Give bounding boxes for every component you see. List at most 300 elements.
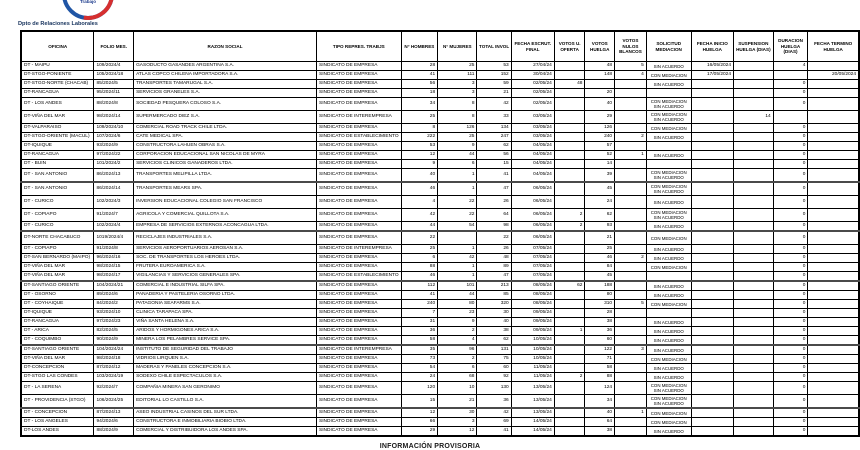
cell-votos_nulos: 4	[615, 71, 647, 80]
cell-mediacion: SIN ACUERDO	[646, 222, 691, 232]
cell-hombres: 34	[401, 98, 438, 111]
cell-folio: 107/2024/6	[94, 133, 134, 142]
cell-hombres: 66	[401, 418, 438, 427]
cell-votos_oferta	[554, 263, 585, 272]
cell-razon: RECICLAJES INDUSTRIALES S.A.	[134, 231, 317, 245]
cell-razon: SUPERMERCADO DIEZ S.A.	[134, 111, 317, 124]
table-row	[21, 80, 859, 89]
cell-votos_huelga: 46	[585, 254, 615, 263]
cell-folio: 86/2024/13	[94, 169, 134, 183]
cell-hombres: 120	[401, 382, 438, 395]
cell-duracion: 0	[773, 142, 808, 151]
cell-fecha_inicio	[691, 209, 733, 222]
cell-mediacion: CON MEDIACION SIN ACUERDO	[646, 169, 691, 183]
table-row	[21, 160, 859, 169]
cell-suspension	[734, 318, 774, 327]
cell-votos_huelga: 25	[585, 245, 615, 254]
cell-mediacion	[646, 142, 691, 151]
cell-tipo: SINDICATO DE EMPRESA	[317, 89, 402, 98]
cell-fecha_escrut: 10/05/24	[511, 355, 554, 364]
cell-razon: VIDRIOS LIRQUEN S.A.	[134, 355, 317, 364]
cell-razon: SERVICIOS CLINICOS GANADEROS LTDA.	[134, 160, 317, 169]
cell-votos_nulos	[615, 160, 647, 169]
cell-folio: 101/2024/2	[94, 160, 134, 169]
cell-duracion: 0	[773, 169, 808, 183]
cell-oficina: DT - MAIPU	[21, 62, 94, 71]
cell-fecha_escrut: 11/05/24	[511, 373, 554, 382]
cell-votos_nulos	[615, 169, 647, 183]
cell-mujeres: 1	[438, 169, 477, 183]
cell-votos_nulos: 5	[615, 62, 647, 71]
cell-votos_nulos	[615, 272, 647, 282]
cell-total: 213	[477, 281, 511, 291]
cell-fecha_escrut: 08/05/24	[511, 291, 554, 300]
cell-fecha_termino	[808, 373, 859, 382]
cell-votos_huelga: 45	[585, 182, 615, 196]
cell-votos_oferta: 1	[554, 327, 585, 336]
cell-votos_huelga: 60	[585, 336, 615, 346]
cell-votos_nulos: 2	[615, 133, 647, 142]
cell-oficina: DT-VIÑA DEL MAR	[21, 263, 94, 272]
cell-total: 41	[477, 427, 511, 437]
cell-votos_oferta: 48	[554, 80, 585, 89]
cell-razon: ASEO INDUSTRIAL CASINOS DEL SUR LTDA.	[134, 408, 317, 418]
table-row	[21, 291, 859, 300]
cell-total: 60	[477, 364, 511, 373]
cell-hombres: 24	[401, 373, 438, 382]
cell-hombres: 29	[401, 427, 438, 437]
cell-suspension	[734, 160, 774, 169]
cell-razon: CATE MEDICAL SPA.	[134, 133, 317, 142]
table-row	[21, 364, 859, 373]
table-row	[21, 254, 859, 263]
cell-mujeres: 4	[438, 336, 477, 346]
cell-fecha_inicio	[691, 364, 733, 373]
cell-votos_oferta	[554, 71, 585, 80]
cell-folio: 102/2024/3	[94, 196, 134, 209]
cell-folio: 86/2024/14	[94, 182, 134, 196]
table-row	[21, 231, 859, 245]
cell-votos_huelga: 84	[585, 263, 615, 272]
page-title: Dpto de Relaciones Laborales	[18, 21, 98, 27]
cell-tipo: SINDICATO DE EMPRESA	[317, 382, 402, 395]
cell-fecha_termino	[808, 196, 859, 209]
cell-mediacion: CON MEDIACION	[646, 418, 691, 427]
cell-fecha_termino	[808, 254, 859, 263]
cell-tipo: SINDICATO DE EMPRESA	[317, 124, 402, 133]
cell-mujeres: 54	[438, 222, 477, 232]
cell-duracion	[773, 111, 808, 124]
cell-tipo: SINDICATO DE EMPRESA	[317, 281, 402, 291]
cell-suspension	[734, 231, 774, 245]
col-header-fecha_escrut: FECHA ESCRUT. FINAL	[511, 31, 554, 62]
table-row	[21, 98, 859, 111]
cell-folio: 98/2024/17	[94, 272, 134, 282]
cell-razon: COMPAÑIA MINERA SAN GERONIMO	[134, 382, 317, 395]
cell-fecha_termino	[808, 418, 859, 427]
cell-mediacion: SIN ACUERDO	[646, 327, 691, 336]
cell-suspension	[734, 309, 774, 318]
cell-tipo: SINDICATO DE EMPRESA	[317, 151, 402, 160]
cell-duracion: 0	[773, 209, 808, 222]
table-row	[21, 318, 859, 327]
cell-folio: 102/2024/4	[94, 222, 134, 232]
cell-folio: 87/2024/13	[94, 408, 134, 418]
cell-tipo: SINDICATO DE EMPRESA	[317, 182, 402, 196]
cell-total: 42	[477, 408, 511, 418]
cell-fecha_escrut: 04/05/24	[511, 151, 554, 160]
cell-total: 36	[477, 395, 511, 409]
huelgas-table-wrapper	[20, 30, 860, 437]
cell-fecha_inicio	[691, 427, 733, 437]
cell-hombres: 9	[401, 160, 438, 169]
cell-suspension	[734, 263, 774, 272]
col-header-folio: FOLIO MES.	[94, 31, 134, 62]
cell-fecha_termino	[808, 182, 859, 196]
cell-votos_nulos	[615, 336, 647, 346]
table-row	[21, 427, 859, 437]
cell-votos_huelga: 64	[585, 418, 615, 427]
cell-votos_nulos	[615, 318, 647, 327]
cell-total: 131	[477, 345, 511, 355]
cell-votos_oferta	[554, 62, 585, 71]
table-row	[21, 62, 859, 71]
cell-hombres: 42	[401, 209, 438, 222]
cell-mediacion: SIN ACUERDO	[646, 62, 691, 71]
cell-fecha_termino	[808, 80, 859, 89]
cell-folio: 95/2024/11	[94, 89, 134, 98]
cell-razon: ARIDOS Y HORMIGONES ARICA S.A.	[134, 327, 317, 336]
cell-oficina: DT-RANCAGUA	[21, 318, 94, 327]
cell-suspension	[734, 427, 774, 437]
cell-votos_huelga: 38	[585, 427, 615, 437]
cell-tipo: SINDICATO DE EMPRESA	[317, 300, 402, 309]
cell-mediacion: SIN ACUERDO	[646, 133, 691, 142]
cell-folio: 109/2024/4	[94, 62, 134, 71]
cell-razon: TRANSPORTES TAMARUGAL S.A.	[134, 80, 317, 89]
cell-fecha_inicio	[691, 281, 733, 291]
cell-fecha_inicio	[691, 111, 733, 124]
cell-votos_nulos	[615, 245, 647, 254]
table-row	[21, 89, 859, 98]
cell-duracion: 0	[773, 336, 808, 346]
cell-votos_huelga: 45	[585, 272, 615, 282]
cell-mujeres: 2	[438, 327, 477, 336]
cell-fecha_escrut: 04/05/24	[511, 160, 554, 169]
cell-votos_oferta	[554, 196, 585, 209]
cell-tipo: SINDICATO DE EMPRESA	[317, 160, 402, 169]
cell-oficina: DT-RANCAGUA	[21, 151, 94, 160]
cell-tipo: SINDICATO DE INTEREMPRESA	[317, 111, 402, 124]
cell-oficina: DT-STGO-PONIENTE	[21, 71, 94, 80]
cell-votos_oferta: 2	[554, 209, 585, 222]
cell-razon: CONSTRUCTORA LAHUEN OBRAS S.A.	[134, 142, 317, 151]
cell-suspension	[734, 336, 774, 346]
cell-votos_huelga: 71	[585, 355, 615, 364]
table-row	[21, 418, 859, 427]
cell-fecha_inicio	[691, 291, 733, 300]
cell-total: 152	[477, 71, 511, 80]
cell-oficina: DT-VIÑA DEL MAR	[21, 355, 94, 364]
cell-fecha_inicio	[691, 373, 733, 382]
cell-hombres: 25	[401, 245, 438, 254]
cell-folio: 104/2024/21	[94, 281, 134, 291]
cell-fecha_escrut: 09/05/24	[511, 309, 554, 318]
cell-fecha_inicio	[691, 336, 733, 346]
cell-oficina: DT - OSORNO	[21, 291, 94, 300]
cell-fecha_escrut: 02/05/24	[511, 89, 554, 98]
cell-suspension	[734, 373, 774, 382]
cell-suspension	[734, 382, 774, 395]
cell-oficina: DT - LOS ANDES	[21, 98, 94, 111]
col-header-mujeres: N° MUJERES	[438, 31, 477, 62]
cell-hombres: 7	[401, 309, 438, 318]
table-row	[21, 182, 859, 196]
cell-fecha_inicio	[691, 309, 733, 318]
cell-oficina: DT-VIÑA DEL MAR	[21, 111, 94, 124]
cell-fecha_inicio	[691, 318, 733, 327]
cell-tipo: SINDICATO DE EMPRESA	[317, 355, 402, 364]
cell-votos_nulos	[615, 196, 647, 209]
cell-hombres: 25	[401, 111, 438, 124]
cell-votos_nulos	[615, 222, 647, 232]
cell-fecha_escrut: 07/05/24	[511, 263, 554, 272]
cell-duracion: 0	[773, 124, 808, 133]
cell-votos_nulos	[615, 309, 647, 318]
cell-votos_nulos: 5	[615, 300, 647, 309]
cell-fecha_termino	[808, 327, 859, 336]
cell-razon: SERVICIOS GRANELES S.A.	[134, 89, 317, 98]
cell-suspension	[734, 345, 774, 355]
cell-votos_huelga: 240	[585, 133, 615, 142]
cell-mediacion: CON MEDIACION SIN ACUERDO	[646, 395, 691, 409]
cell-mujeres: 23	[438, 309, 477, 318]
cell-votos_oferta	[554, 133, 585, 142]
cell-suspension: 14	[734, 111, 774, 124]
cell-suspension	[734, 62, 774, 71]
cell-fecha_escrut: 30/04/24	[511, 71, 554, 80]
cell-votos_nulos	[615, 355, 647, 364]
table-row	[21, 408, 859, 418]
cell-fecha_termino	[808, 231, 859, 245]
cell-votos_nulos: 2	[615, 254, 647, 263]
table-row	[21, 71, 859, 80]
cell-duracion: 0	[773, 382, 808, 395]
cell-votos_oferta	[554, 395, 585, 409]
cell-suspension	[734, 254, 774, 263]
cell-folio: 93/2024/9	[94, 142, 134, 151]
cell-votos_nulos: 1	[615, 408, 647, 418]
cell-fecha_escrut: 13/05/24	[511, 382, 554, 395]
cell-fecha_escrut: 03/05/24	[511, 124, 554, 133]
cell-votos_huelga: 14	[585, 160, 615, 169]
cell-mediacion: SIN ACUERDO	[646, 196, 691, 209]
cell-suspension	[734, 151, 774, 160]
cell-mediacion: SIN ACUERDO	[646, 281, 691, 291]
cell-votos_oferta	[554, 272, 585, 282]
cell-votos_huelga: 40	[585, 408, 615, 418]
cell-suspension	[734, 272, 774, 282]
cell-duracion: 0	[773, 395, 808, 409]
cell-fecha_escrut: 13/05/24	[511, 395, 554, 409]
cell-razon: MADERAS Y PANELES CONCEPCION S.A.	[134, 364, 317, 373]
cell-votos_oferta	[554, 345, 585, 355]
cell-total: 62	[477, 336, 511, 346]
cell-duracion: 0	[773, 355, 808, 364]
cell-fecha_inicio	[691, 408, 733, 418]
cell-tipo: SINDICATO DE EMPRESA	[317, 418, 402, 427]
cell-votos_nulos	[615, 231, 647, 245]
table-row	[21, 281, 859, 291]
cell-tipo: SINDICATO DE INTEREMPRESA	[317, 245, 402, 254]
cell-suspension	[734, 291, 774, 300]
col-header-votos_huelga: VOTOS HUELGA	[585, 31, 615, 62]
cell-votos_huelga: 80	[585, 291, 615, 300]
cell-mujeres: 42	[438, 254, 477, 263]
cell-hombres: 28	[401, 62, 438, 71]
cell-tipo: SINDICATO DE INTEREMPRESA	[317, 345, 402, 355]
cell-mediacion: CON MEDIACION	[646, 71, 691, 80]
cell-mujeres: 10	[438, 382, 477, 395]
cell-votos_nulos	[615, 98, 647, 111]
cell-hombres: 40	[401, 169, 438, 183]
cell-votos_huelga: 39	[585, 169, 615, 183]
cell-suspension	[734, 364, 774, 373]
cell-oficina: DT-LOS ANDES	[21, 427, 94, 437]
cell-tipo: SINDICATO DE EMPRESA	[317, 291, 402, 300]
cell-razon: FRUTERA EUROAMERICA S.A.	[134, 263, 317, 272]
col-header-suspension: SUSPENSION HUELGA (DIAS)	[734, 31, 774, 62]
cell-folio: 97/2024/23	[94, 318, 134, 327]
col-header-votos_nulos: VOTOS NULOS BLANCOS	[615, 31, 647, 62]
cell-hombres: 36	[401, 327, 438, 336]
cell-razon: CONSTRUCTORA E INMOBILIARIA BIOBIO LTDA.	[134, 418, 317, 427]
cell-suspension	[734, 133, 774, 142]
cell-hombres: 44	[401, 222, 438, 232]
cell-votos_nulos: 1	[615, 151, 647, 160]
cell-folio: 105/2024/18	[94, 71, 134, 80]
cell-mediacion: SIN ACUERDO	[646, 427, 691, 437]
cell-fecha_termino	[808, 245, 859, 254]
cell-hombres: 31	[401, 318, 438, 327]
table-row	[21, 355, 859, 364]
cell-oficina: DT-VIÑA DEL MAR	[21, 272, 94, 282]
cell-oficina: DT - ARICA	[21, 327, 94, 336]
cell-folio: 89/2024/6	[94, 291, 134, 300]
direccion-del-trabajo-logo	[62, 0, 114, 20]
cell-razon: TRANSPORTES MELIPILLA LTDA.	[134, 169, 317, 183]
cell-votos_nulos	[615, 80, 647, 89]
cell-votos_oferta	[554, 408, 585, 418]
cell-tipo: SINDICATO DE ESTABLECIMIENTO	[317, 133, 402, 142]
cell-hombres: 6	[401, 254, 438, 263]
cell-votos_oferta: 62	[554, 281, 585, 291]
cell-votos_huelga: 122	[585, 345, 615, 355]
cell-oficina: DT-VALPARAISO	[21, 124, 94, 133]
cell-votos_oferta	[554, 382, 585, 395]
cell-total: 53	[477, 62, 511, 71]
cell-fecha_inicio	[691, 382, 733, 395]
cell-fecha_inicio	[691, 327, 733, 336]
cell-duracion: 0	[773, 345, 808, 355]
cell-duracion: 0	[773, 364, 808, 373]
cell-mujeres: 44	[438, 291, 477, 300]
cell-fecha_escrut: 10/05/24	[511, 345, 554, 355]
col-header-tipo: TIPO REPRES. TRABJS	[317, 31, 402, 62]
cell-fecha_inicio	[691, 395, 733, 409]
cell-fecha_termino	[808, 345, 859, 355]
cell-votos_huelga: 62	[585, 209, 615, 222]
cell-mediacion: CON MEDIACION	[646, 124, 691, 133]
cell-fecha_escrut: 14/05/24	[511, 427, 554, 437]
cell-razon: INVERSION EDUCACIONAL COLEGIO SAN FRANCISCO	[134, 196, 317, 209]
cell-razon: SOCIEDAD PESQUERA COLOSO S.A.	[134, 98, 317, 111]
col-header-mediacion: SOLICITUD MEDIACION	[646, 31, 691, 62]
cell-votos_nulos	[615, 327, 647, 336]
cell-duracion: 0	[773, 427, 808, 437]
cell-total: 134	[477, 124, 511, 133]
cell-tipo: SINDICATO DE EMPRESA	[317, 142, 402, 151]
cell-duracion: 0	[773, 245, 808, 254]
cell-folio: 88/2024/8	[94, 98, 134, 111]
cell-total: 75	[477, 355, 511, 364]
col-header-hombres: N° HOMBRES	[401, 31, 438, 62]
cell-oficina: DT - COQUIMBO	[21, 336, 94, 346]
cell-mujeres: 22	[438, 209, 477, 222]
cell-tipo: SINDICATO DE EMPRESA	[317, 408, 402, 418]
cell-suspension	[734, 124, 774, 133]
table-row	[21, 111, 859, 124]
cell-oficina: DT-CONCEPCION	[21, 364, 94, 373]
cell-votos_oferta: 2	[554, 373, 585, 382]
cell-fecha_termino	[808, 309, 859, 318]
cell-fecha_escrut: 13/05/24	[511, 408, 554, 418]
cell-votos_oferta	[554, 169, 585, 183]
cell-tipo: SINDICATO DE EMPRESA	[317, 263, 402, 272]
cell-fecha_escrut: 11/05/24	[511, 364, 554, 373]
cell-folio: 96/2024/16	[94, 254, 134, 263]
cell-votos_huelga: 88	[585, 373, 615, 382]
cell-duracion: 0	[773, 80, 808, 89]
cell-fecha_termino	[808, 209, 859, 222]
cell-fecha_inicio	[691, 355, 733, 364]
cell-mujeres: 21	[438, 395, 477, 409]
cell-fecha_escrut: 02/05/24	[511, 98, 554, 111]
cell-votos_huelga: 36	[585, 327, 615, 336]
cell-tipo: SINDICATO DE EMPRESA	[317, 169, 402, 183]
cell-total: 47	[477, 182, 511, 196]
cell-oficina: DT-IQUIQUE	[21, 142, 94, 151]
cell-fecha_inicio	[691, 231, 733, 245]
cell-tipo: SINDICATO DE EMPRESA	[317, 364, 402, 373]
cell-fecha_escrut: 14/05/24	[511, 418, 554, 427]
cell-razon: EMPRESA DE SERVICIOS EXTERNOS ACONCAGUA LTDA.	[134, 222, 317, 232]
cell-votos_oferta: 2	[554, 222, 585, 232]
cell-fecha_escrut: 07/05/24	[511, 272, 554, 282]
cell-mujeres: 8	[438, 98, 477, 111]
cell-razon: COMERCIAL ROAD TRACK CHILE LTDA.	[134, 124, 317, 133]
cell-mujeres: 111	[438, 71, 477, 80]
cell-suspension	[734, 71, 774, 80]
cell-duracion: 0	[773, 272, 808, 282]
table-row	[21, 142, 859, 151]
table-row	[21, 300, 859, 309]
cell-mujeres: 80	[438, 300, 477, 309]
cell-folio: 85/2024/5	[94, 80, 134, 89]
cell-hombres: 8	[401, 124, 438, 133]
table-row	[21, 169, 859, 183]
cell-suspension	[734, 209, 774, 222]
